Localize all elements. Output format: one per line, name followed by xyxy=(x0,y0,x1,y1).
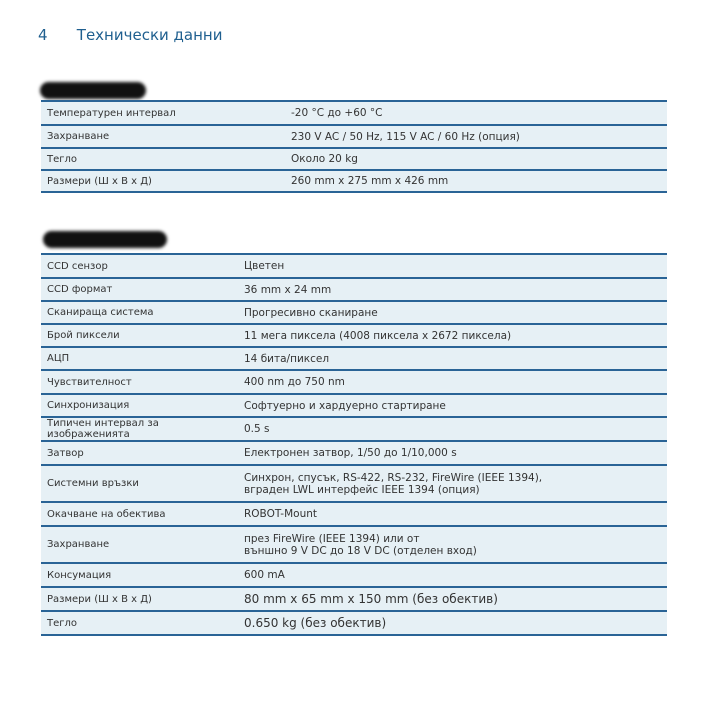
row-value: 600 mA xyxy=(238,563,667,587)
row-value-line: Синхрон, спусък, RS-422, RS-232, FireWire (IEEE 1394), xyxy=(244,471,543,484)
row-label: Консумация xyxy=(41,563,238,587)
section-heading xyxy=(38,26,222,44)
row-value: 0.650 kg (без обектив) xyxy=(238,611,667,635)
row-label: Чувствителност xyxy=(41,370,238,394)
row-label: Типичен интервал за изображенията xyxy=(41,417,238,441)
row-value-line: през FireWire (IEEE 1394) или от xyxy=(244,532,420,545)
table-row xyxy=(41,563,667,587)
table-row xyxy=(41,101,667,125)
row-label: Температурен интервал xyxy=(41,101,285,125)
table-row xyxy=(41,502,667,526)
section-title: Технически данни xyxy=(76,26,223,44)
table-row xyxy=(41,441,667,465)
row-label: Окачване на обектива xyxy=(41,502,238,526)
row-value: ROBOT-Mount xyxy=(238,502,667,526)
row-value xyxy=(238,465,667,502)
row-value: Електронен затвор, 1/50 до 1/10,000 s xyxy=(238,441,667,465)
table-row xyxy=(41,278,667,301)
table-row xyxy=(41,417,667,441)
row-label: Тегло xyxy=(41,148,285,170)
row-label: Размери (Ш x В x Д) xyxy=(41,587,238,611)
row-value: 11 мега пиксела (4008 пиксела x 2672 пиксела) xyxy=(238,324,667,347)
row-value: 36 mm x 24 mm xyxy=(238,278,667,301)
row-label: АЦП xyxy=(41,347,238,370)
section-number: 4 xyxy=(38,26,48,44)
redacted-title-2 xyxy=(43,231,167,248)
row-value: -20 °C до +60 °C xyxy=(285,101,667,125)
row-value xyxy=(238,526,667,563)
row-label: Захранване xyxy=(41,125,285,148)
table-row xyxy=(41,324,667,347)
row-label: Затвор xyxy=(41,441,238,465)
table-row xyxy=(41,254,667,278)
table-row xyxy=(41,587,667,611)
row-label: Размери (Ш x В x Д) xyxy=(41,170,285,192)
row-label: CCD сензор xyxy=(41,254,238,278)
row-label: Синхронизация xyxy=(41,394,238,417)
table-row xyxy=(41,125,667,148)
table-row xyxy=(41,347,667,370)
spec-table-camera xyxy=(41,253,667,636)
table-row xyxy=(41,301,667,324)
row-value: 230 V AC / 50 Hz, 115 V AC / 60 Hz (опция) xyxy=(285,125,667,148)
table-row xyxy=(41,465,667,502)
row-value: 14 бита/пиксел xyxy=(238,347,667,370)
row-value: 80 mm x 65 mm x 150 mm (без обектив) xyxy=(238,587,667,611)
row-value: Цветен xyxy=(238,254,667,278)
table-row xyxy=(41,370,667,394)
row-value: Прогресивно сканиране xyxy=(238,301,667,324)
table-row xyxy=(41,394,667,417)
table-row xyxy=(41,170,667,192)
row-label: Брой пиксели xyxy=(41,324,238,347)
row-value: 400 nm до 750 nm xyxy=(238,370,667,394)
row-label: Системни връзки xyxy=(41,465,238,502)
row-value: 260 mm x 275 mm x 426 mm xyxy=(285,170,667,192)
row-label: Сканираща система xyxy=(41,301,238,324)
table-row xyxy=(41,526,667,563)
row-label: CCD формат xyxy=(41,278,238,301)
row-label: Захранване xyxy=(41,526,238,563)
table-row xyxy=(41,611,667,635)
spec-table-device xyxy=(41,100,667,193)
row-value-line: вграден LWL интерфейс IEEE 1394 (опция) xyxy=(244,483,480,496)
redacted-title-1 xyxy=(40,82,146,99)
row-value: Софтуерно и хардуерно стартиране xyxy=(238,394,667,417)
row-value-line: външно 9 V DC до 18 V DC (отделен вход) xyxy=(244,544,477,557)
row-value: 0.5 s xyxy=(238,417,667,441)
table-row xyxy=(41,148,667,170)
row-value: Около 20 kg xyxy=(285,148,667,170)
row-label: Тегло xyxy=(41,611,238,635)
